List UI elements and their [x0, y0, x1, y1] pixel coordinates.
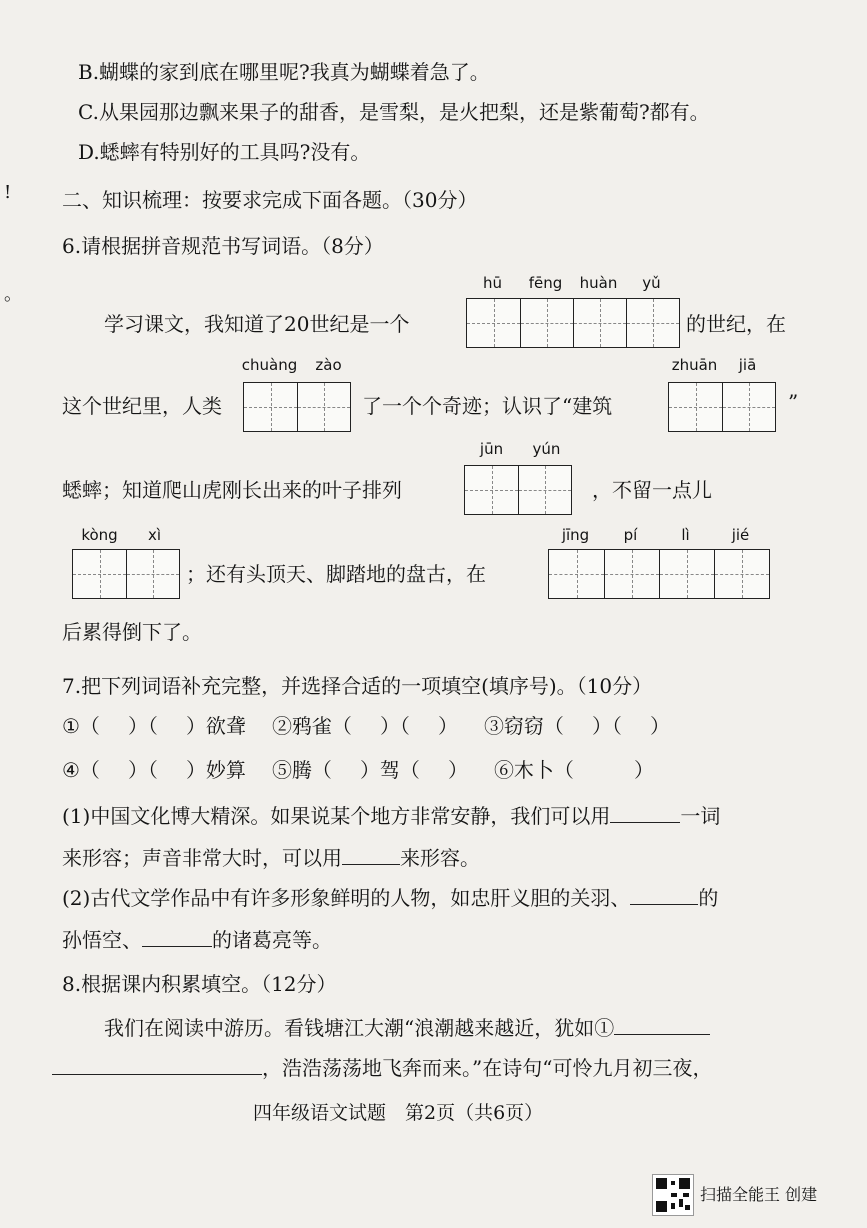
q7-item: ③窃窃（: [483, 714, 564, 738]
pinyin-group-4: [464, 440, 574, 458]
q7-item: ）（: [591, 714, 622, 738]
box-cell[interactable]: [573, 299, 626, 347]
q7-item: ①（: [62, 714, 100, 738]
box-cell[interactable]: [714, 550, 769, 598]
q7-item: ②鸦雀（: [271, 714, 352, 738]
pinyin: yǔ: [642, 274, 661, 292]
pinyin: kòng: [81, 526, 118, 544]
option-b: B.蝴蝶的家到底在哪里呢?我真为蝴蝶着急了。: [78, 60, 490, 84]
q6-text-1: 学习课文，我知道了20世纪是一个: [104, 312, 410, 336]
answer-blank[interactable]: [52, 1054, 262, 1075]
box-cell[interactable]: [467, 299, 520, 347]
q6-text-5: ”: [788, 390, 799, 414]
q7-sub-2-line-1: [62, 884, 718, 912]
q7-sub-2-text: 的: [698, 886, 719, 910]
q7-sub-2-text: 孙悟空、: [62, 928, 142, 952]
answer-blank[interactable]: [142, 926, 212, 947]
margin-mark-exclaim: !: [4, 182, 12, 203]
q7-item: ）（: [127, 714, 158, 738]
box-cell[interactable]: [520, 299, 573, 347]
q7-item: ⑤腾（: [271, 758, 332, 782]
pinyin: jié: [731, 526, 750, 544]
q7-sub-1-text: 一词: [680, 804, 721, 828]
answer-boxes-4[interactable]: [464, 465, 572, 515]
answer-boxes-6[interactable]: [548, 549, 770, 599]
pinyin: chuàng: [241, 356, 298, 374]
box-cell[interactable]: [297, 383, 350, 431]
page-footer: 四年级语文试题 第2页（共6页）: [253, 1102, 544, 1124]
q7-sub-2-text: 的诸葛亮等。: [212, 928, 332, 952]
pinyin: pí: [623, 526, 638, 544]
qr-code-icon: [652, 1174, 694, 1216]
q7-item: ）: [649, 714, 670, 738]
q8-text: ，浩浩荡荡地飞奔而来。”在诗句“可怜九月初三夜，: [262, 1056, 713, 1080]
box-cell[interactable]: [669, 383, 722, 431]
pinyin: xì: [147, 526, 162, 544]
pinyin-group-5: [72, 526, 182, 544]
pinyin-group-6: [548, 526, 768, 544]
answer-blank[interactable]: [342, 844, 400, 865]
box-cell[interactable]: [604, 550, 659, 598]
q7-item: ）: [437, 714, 458, 738]
answer-blank[interactable]: [630, 884, 698, 905]
q8-line-2: [52, 1054, 712, 1082]
answer-boxes-1[interactable]: [466, 298, 680, 348]
option-c: C.从果园那边飘来果子的甜香，是雪梨，是火把梨，还是紫葡萄?都有。: [78, 100, 710, 124]
q6-text-4: 了一个个奇迹；认识了“建筑: [362, 394, 613, 418]
q6-text-9: 后累得倒下了。: [62, 620, 202, 644]
box-cell[interactable]: [126, 550, 179, 598]
q8-title: 8.根据课内积累填空。（12分）: [62, 972, 337, 996]
box-cell[interactable]: [465, 466, 518, 514]
q6-text-3: 这个世纪里，人类: [62, 394, 222, 418]
q6-text-6: 蟋蟀；知道爬山虎刚长出来的叶子排列: [62, 478, 402, 502]
pinyin: lì: [681, 526, 690, 544]
q7-item: ）（: [379, 714, 410, 738]
answer-blank[interactable]: [614, 1014, 710, 1035]
q7-title: 7.把下列词语补充完整，并选择合适的一项填空(填序号)。（10分）: [62, 674, 653, 698]
q7-item: ）妙算: [185, 758, 246, 782]
q8-line-1: [104, 1014, 710, 1042]
scanner-watermark: 扫描全能王 创建: [700, 1185, 818, 1204]
q7-sub-1-line-1: [62, 802, 720, 830]
box-cell[interactable]: [73, 550, 126, 598]
pinyin: zhuān: [671, 356, 718, 374]
answer-boxes-3[interactable]: [668, 382, 776, 432]
section-2-heading: 二、知识梳理：按要求完成下面各题。（30分）: [62, 188, 478, 212]
q6-text-2: 的世纪，在: [686, 312, 786, 336]
q7-item: ）欲聋: [185, 714, 246, 738]
margin-mark-dot: 。: [4, 284, 22, 305]
box-cell[interactable]: [626, 299, 679, 347]
q7-item: ）驾（: [359, 758, 420, 782]
box-cell[interactable]: [659, 550, 714, 598]
box-cell[interactable]: [722, 383, 775, 431]
q6-text-7: ，不留一点儿: [592, 478, 712, 502]
pinyin-group-3: [668, 356, 774, 374]
q7-sub-2-line-2: [62, 926, 332, 954]
q6-text-8: ；还有头顶天、脚踏地的盘古，在: [186, 562, 486, 586]
q7-sub-1-text: (1)中国文化博大精深。如果说某个地方非常安静，我们可以用: [62, 804, 611, 828]
pinyin: hū: [482, 274, 502, 292]
pinyin: zào: [315, 356, 342, 374]
q8-text: 我们在阅读中游历。看钱塘江大潮“浪潮越来越近，犹如①: [104, 1016, 615, 1040]
box-cell[interactable]: [518, 466, 571, 514]
pinyin-group-2: [240, 356, 358, 374]
q7-item: ）: [447, 758, 468, 782]
q7-sub-1-text: 来形容；声音非常大时，可以用: [62, 846, 342, 870]
q7-row-1: [62, 712, 670, 740]
pinyin-group-1: [466, 274, 678, 292]
q7-row-2: [62, 756, 654, 784]
q7-sub-1-line-2: [62, 844, 480, 872]
answer-boxes-2[interactable]: [243, 382, 351, 432]
pinyin: yún: [532, 440, 561, 458]
pinyin: fēng: [528, 274, 563, 292]
option-d: D.蟋蟀有特别好的工具吗?没有。: [78, 140, 371, 164]
pinyin: jiā: [738, 356, 757, 374]
pinyin: huàn: [579, 274, 618, 292]
q7-item: ）（: [127, 758, 158, 782]
q7-item: ④（: [62, 758, 100, 782]
box-cell[interactable]: [549, 550, 604, 598]
box-cell[interactable]: [244, 383, 297, 431]
q7-item: ）: [633, 758, 654, 782]
q7-sub-2-text: (2)古代文学作品中有许多形象鲜明的人物，如忠肝义胆的关羽、: [62, 886, 631, 910]
pinyin: jīng: [561, 526, 590, 544]
q7-sub-1-text: 来形容。: [400, 846, 480, 870]
answer-blank[interactable]: [610, 802, 680, 823]
q7-item: ⑥木卜（: [493, 758, 574, 782]
pinyin: jūn: [479, 440, 504, 458]
q6-title: 6.请根据拼音规范书写词语。（8分）: [62, 234, 384, 258]
answer-boxes-5[interactable]: [72, 549, 180, 599]
